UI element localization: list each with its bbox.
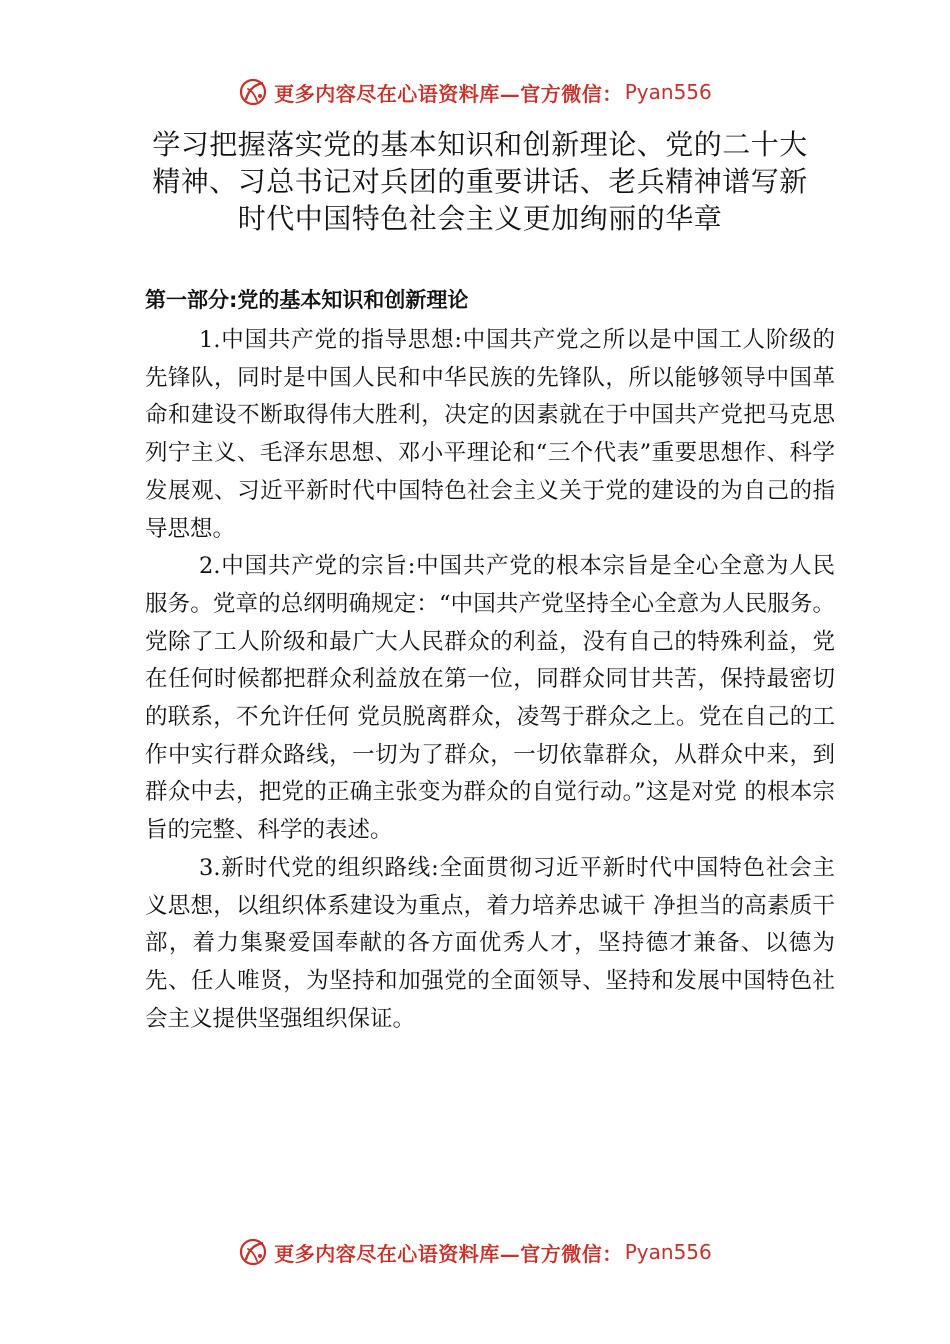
document-body [145,322,835,1038]
banner-text: 更多内容尽在心语资料库—官方微信： [274,1241,623,1266]
paragraph: 1.中国共产党的指导思想:中国共产党之所以是中国工人阶级的先锋队，同时是中国人民和中华民族的先锋队，所以能够领导中国革命和建设不断取得伟大胜利，决定的因素就在于中国共产党把马克思列宁主义、毛泽东思想、邓小平理论和“三个代表”重要思想作、科学发展观、习近平新时代中国特色社会主义关于党的建设的为自己的指导思想。 [145,327,835,542]
footer-watermark-banner [0,1232,950,1272]
logo-icon [238,77,268,107]
banner-contact: Pyan556 [624,1240,712,1264]
section-heading: 第一部分:党的基本知识和创新理论 [145,288,469,312]
document-title: 学习把握落实党的基本知识和创新理论、党的二十大精神、习总书记对兵团的重要讲话、老兵精神谱写新时代中国特色社会主义更加绚丽的华章 [152,128,808,235]
paragraph: 3.新时代党的组织路线:全面贯彻习近平新时代中国特色社会主义思想，以组织体系建设为重点，着力培养忠诚干 净担当的高素质干部，着力集聚爱国奉献的各方面优秀人才，坚持德才兼备、以德为先、任人唯贤，为坚持和加强党的全面领导、坚持和发展中国特色社会主义提供坚强组织保证。 [145,854,835,1032]
header-watermark-banner [0,72,950,112]
paragraph: 2.中国共产党的宗旨:中国共产党的根本宗旨是全心全意为人民服务。党章的总纲明确规定：“中国共产党坚持全心全意为人民服务。党除了工人阶级和最广大人民群众的利益，没有自己的特殊利益，党在任何时候都把群众利益放在第一位，同群众同甘共苦，保持最密切的联系，不允许任何 党员脱离群众，凌驾于群众之上。党在自己的工作中实行群众路线，一切为了群众，一切依靠群众，从群众中来，到群众中去，把党的正确主张变为群众的自觉行动。”这是对党 的根本宗旨的完整、科学的表述。 [145,553,835,844]
banner-text: 更多内容尽在心语资料库—官方微信： [274,81,623,106]
banner-contact: Pyan556 [624,80,712,104]
logo-icon [238,1237,268,1267]
